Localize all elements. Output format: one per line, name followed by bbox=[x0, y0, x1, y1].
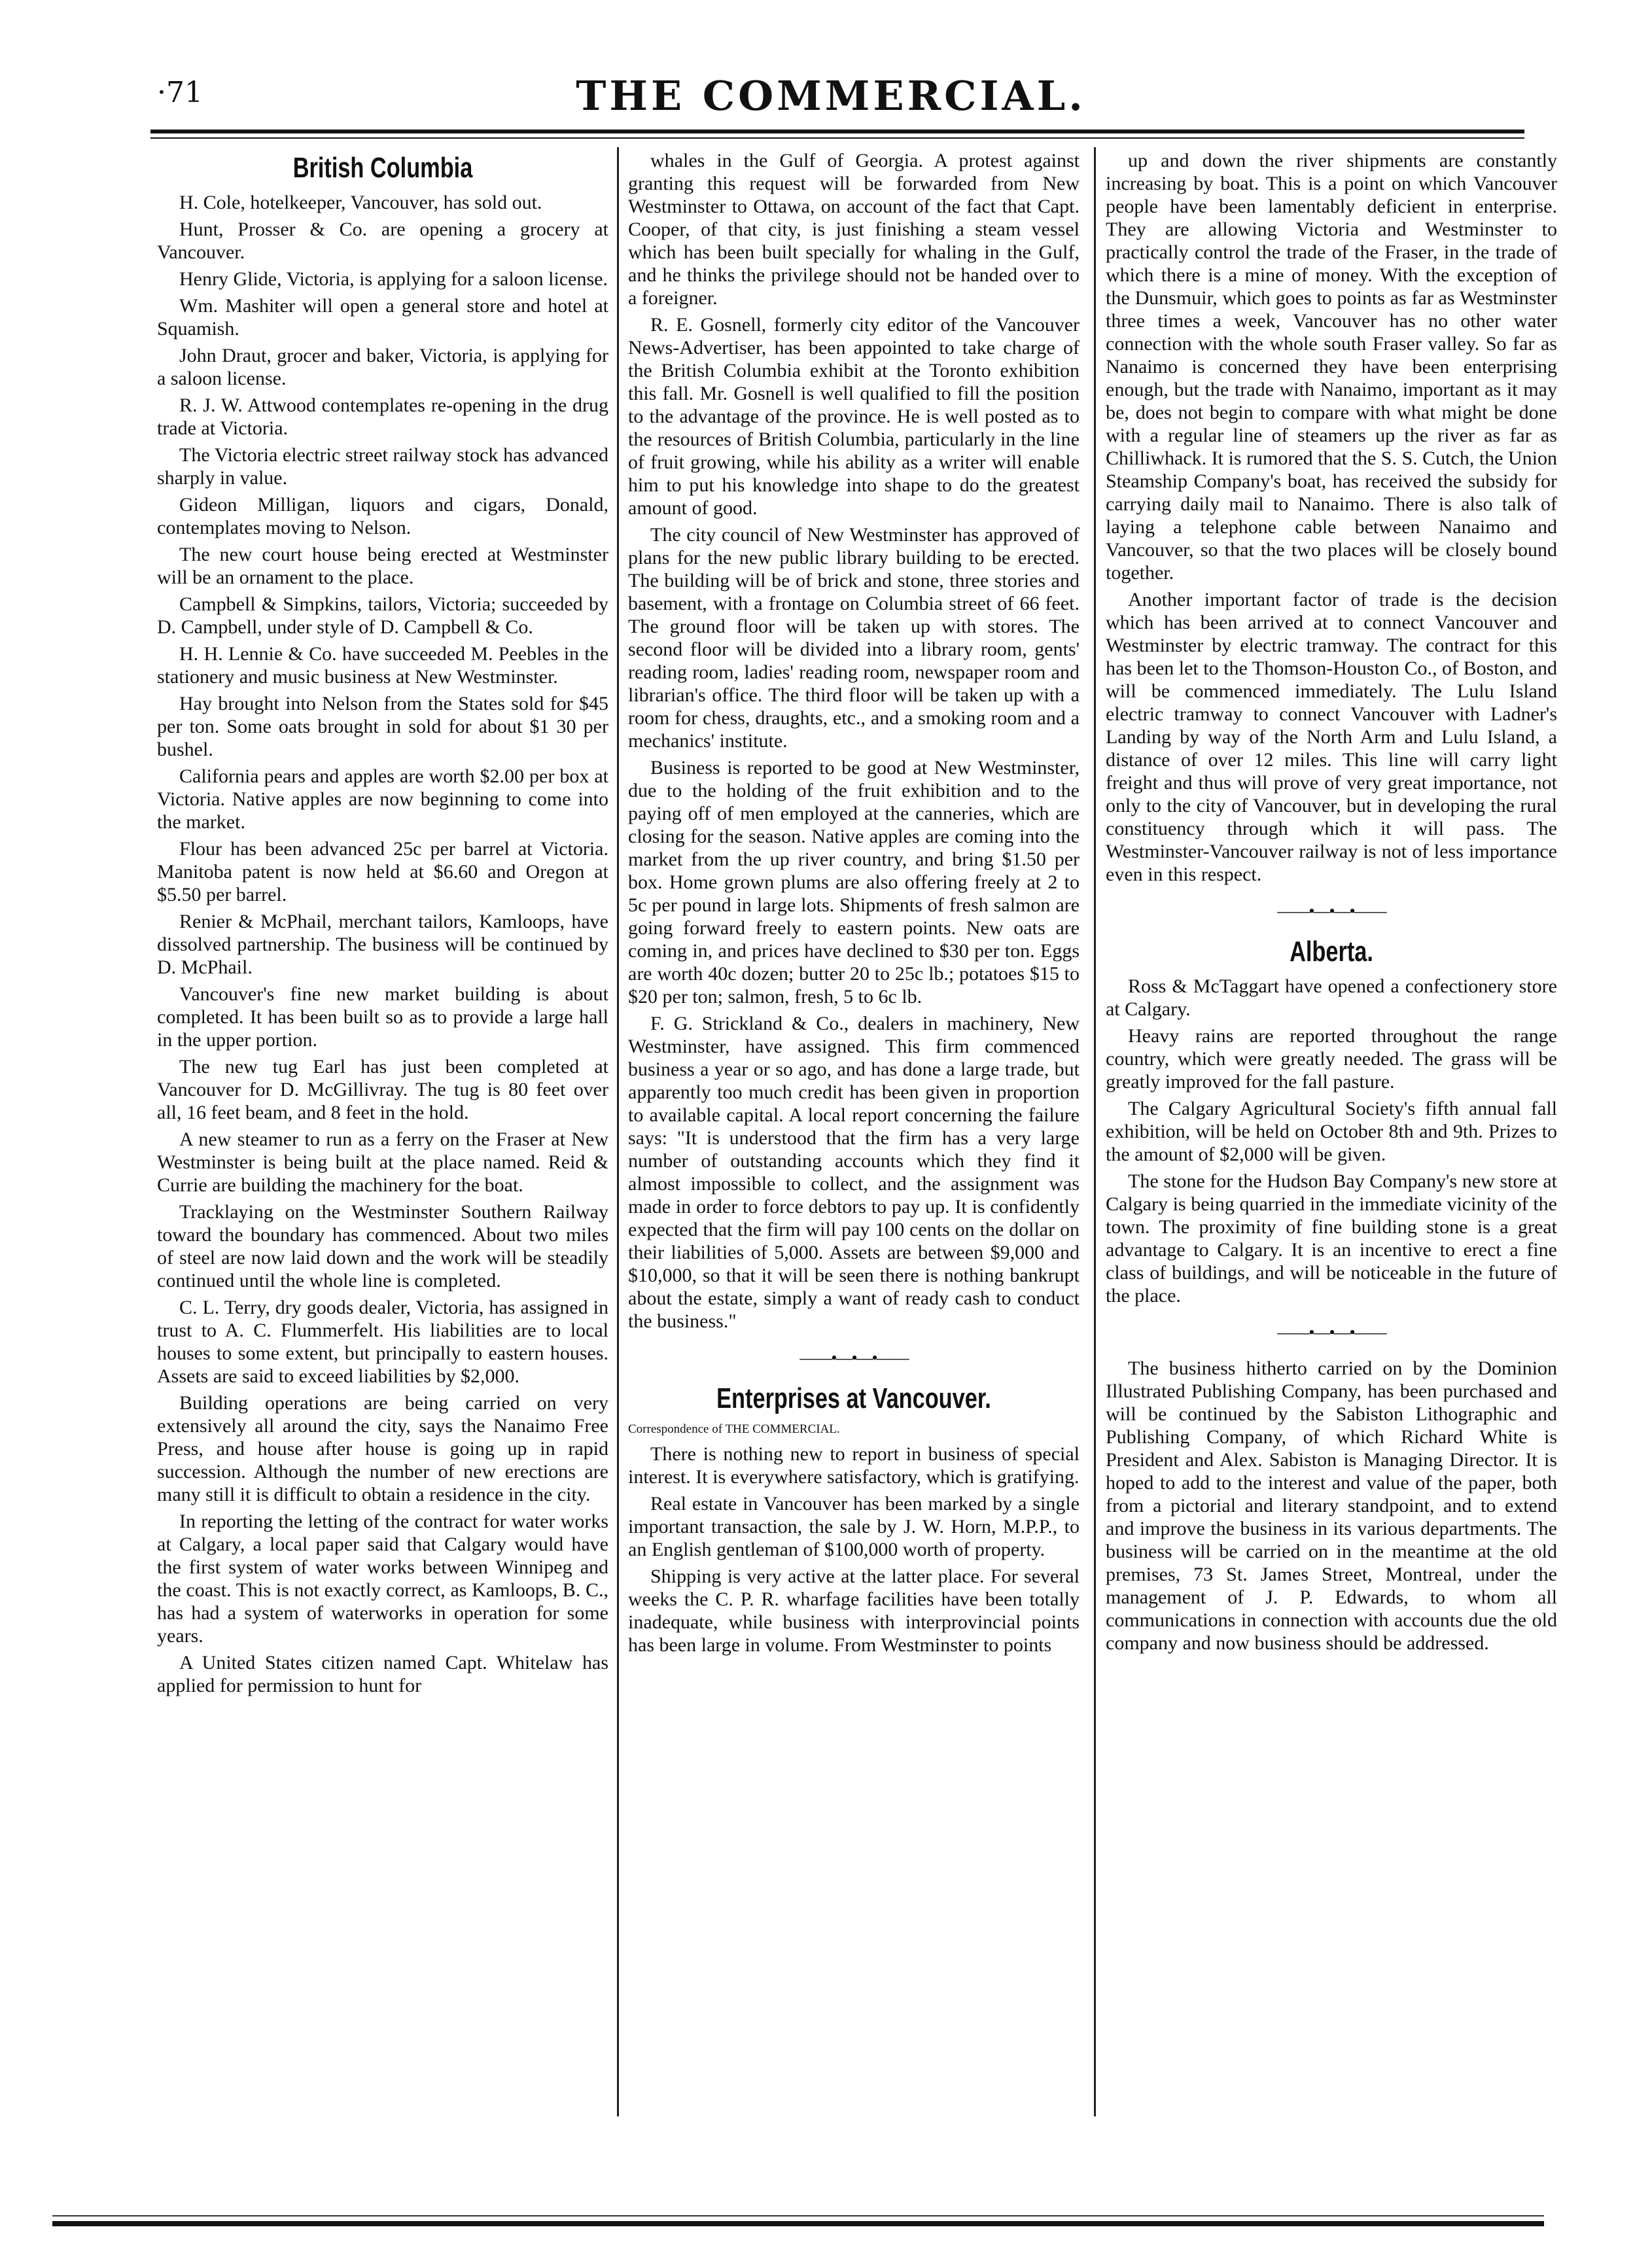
article-paragraph: Flour has been advanced 25c per barrel at Victoria. Manitoba patent is now held at $6.60 and Oregon at $5.50 per barrel. bbox=[157, 838, 608, 905]
page-number: ·71 bbox=[157, 76, 203, 109]
article-paragraph: Wm. Mashiter will open a general store and hotel at Squamish. bbox=[157, 295, 608, 340]
column-divider-2 bbox=[1094, 147, 1096, 2116]
footer-rule-thick bbox=[52, 2221, 1544, 2226]
article-paragraph: The business hitherto carried on by the Dominion Illustrated Publishing Company, has been purchased and will be continued by the Sabiston Lithographic and Publishing Company, of which Richard White is President and Alex. Sabiston is Managing Director. It is hoped to add to the interest and value of the paper, both from a pictorial and literary standpoint, and to extend and improve the business in its various departments. The business will be carried on in the meantime at the old premises, 73 St. James Street, Montreal, under the management of J. P. Edwards, to whom all communications in connection with accounts due the old company and now business should be addressed. bbox=[1106, 1357, 1557, 1654]
column-divider-1 bbox=[617, 147, 619, 2116]
article-paragraph: C. L. Terry, dry goods dealer, Victoria, has assigned in trust to A. C. Flummerfelt. His liabilities are to local houses to some extent, but principally to eastern houses. Assets are said to exceed liabilities by $2,000. bbox=[157, 1297, 608, 1387]
article-paragraph: Hay brought into Nelson from the States sold for $45 per ton. Some oats brought in sold for about $1 30 per bushel. bbox=[157, 693, 608, 760]
column-1 bbox=[157, 149, 608, 2112]
article-paragraph: up and down the river shipments are constantly increasing by boat. This is a point on which Vancouver people have been lamentably deficient in enterprise. They are allowing Victoria and Westminster to practically control the trade of the Fraser, in the trade of which there is a mine of money. With the exception of the Dunsmuir, which goes to points as far as Westminster three times a week, Vancouver has no other water connection with the whole south Fraser valley. So far as Nanaimo is concerned they have been enterprising enough, but the trade with Nanaimo, important as it may be, does not begin to compare with what might be done with a regular line of steamers up the river as far as Chilliwhack. It is rumored that the S. S. Cutch, the Union Steamship Company's boat, has received the subsidy for carrying daily mail to Nanaimo. There is also talk of laying a telephone cable between Nanaimo and Vancouver, so that the two places will be closely bound together. bbox=[1106, 150, 1557, 584]
article-paragraph: Building operations are being carried on very extensively all around the city, says the Nanaimo Free Press, and house after house is going up in rapid succession. Although the number of new erections are many still it is difficult to obtain a residence in the city. bbox=[157, 1392, 608, 1505]
footer-rule-thin bbox=[52, 2215, 1544, 2216]
article-paragraph: Vancouver's fine new market building is about completed. It has been built so as to provide a large hall in the upper portion. bbox=[157, 983, 608, 1051]
article-paragraph: Shipping is very active at the latter place. For several weeks the C. P. R. wharfage facilities have been totally inadequate, while business with interprovincial points has been large in volume. From Westminster to points bbox=[628, 1566, 1080, 1656]
header-rule-thick bbox=[150, 130, 1524, 133]
article-paragraph: The city council of New Westminster has approved of plans for the new public library building to be erected. The building will be of brick and stone, three stories and basement, with a frontage on Columbia street of 66 feet. The ground floor will be taken up with stores. The second floor will be divided into a library room, gents' reading room, ladies' reading room, newspaper room and librarian's office. The third floor will be taken up with a room for chess, draughts, etc., and a smoking room and a mechanics' institute. bbox=[628, 524, 1080, 752]
article-paragraph: The Victoria electric street railway stock has advanced sharply in value. bbox=[157, 444, 608, 489]
article-paragraph: Henry Glide, Victoria, is applying for a saloon license. bbox=[179, 268, 608, 290]
article-paragraph: John Draut, grocer and baker, Victoria, is applying for a saloon license. bbox=[157, 345, 608, 389]
header-rule-thin bbox=[150, 137, 1524, 139]
article-paragraph: Heavy rains are reported throughout the range country, which were greatly needed. The grass will be greatly improved for the fall pasture. bbox=[1106, 1025, 1557, 1093]
article-paragraph: H. Cole, hotelkeeper, Vancouver, has sold out. bbox=[179, 192, 542, 213]
column-2 bbox=[628, 149, 1080, 2112]
article-paragraph: F. G. Strickland & Co., dealers in machinery, New Westminster, have assigned. This firm commenced business a year or so ago, and has done a large trade, but apparently too much credit has been given in proportion to available capital. A local report concerning the failure says: "It is understood that the firm has a very large number of outstanding accounts which they find it almost impossible to collect, and the assignment was made in order to force debtors to pay up. It is confidently expected that the firm will pay 100 cents on the dollar on their liabilities of 5,000. Assets are between $9,000 and $10,000, so that it will be seen there is nothing bankrupt about the estate, simply a want of ready cash to conduct the business." bbox=[628, 1013, 1080, 1332]
article-paragraph: The stone for the Hudson Bay Company's new store at Calgary is being quarried in the immediate vicinity of the town. The proximity of fine building stone is a great advantage to Calgary. It is an incentive to erect a fine class of buildings, and will be noticeable in the future of the place. bbox=[1106, 1170, 1557, 1306]
section-heading: Enterprises at Vancouver. bbox=[716, 1382, 991, 1414]
article-paragraph: A United States citizen named Capt. Whitelaw has applied for permission to hunt for bbox=[157, 1652, 608, 1696]
article-paragraph: Real estate in Vancouver has been marked by a single important transaction, the sale by J. W. Horn, M.P.P., to an English gentleman of $100,000 worth of property. bbox=[628, 1493, 1080, 1560]
article-paragraph: Business is reported to be good at New Westminster, due to the holding of the fruit exhibition and to the paying off of men employed at the canneries, which are closing for the season. Native apples are coming into the market from the up river country, and bring $1.50 per box. Home grown plums are also offering freely at 2 to 5c per pound in large lots. Shipments of fresh salmon are going forward freely to eastern points. New oats are coming in, and prices have declined to $30 per ton. Eggs are worth 40c dozen; butter 20 to 25c lb.; potatoes $15 to $20 per ton; salmon, fresh, 5 to 6c lb. bbox=[628, 757, 1080, 1007]
article-paragraph: Ross & McTaggart have opened a confectionery store at Calgary. bbox=[1106, 975, 1557, 1020]
article-paragraph: Renier & McPhail, merchant tailors, Kamloops, have dissolved partnership. The business will be continued by D. McPhail. bbox=[157, 911, 608, 978]
article-paragraph: Tracklaying on the Westminster Southern Railway toward the boundary has commenced. About two miles of steel are now laid down and the work will be steadily continued until the whole line is completed. bbox=[157, 1201, 608, 1291]
section-heading: British Columbia bbox=[292, 152, 473, 184]
article-paragraph: H. H. Lennie & Co. have succeeded M. Peebles in the stationery and music business at New Westminster. bbox=[157, 643, 608, 688]
article-paragraph: R. J. W. Attwood contemplates re-opening in the drug trade at Victoria. bbox=[157, 394, 608, 439]
article-paragraph: R. E. Gosnell, formerly city editor of the Vancouver News-Advertiser, has been appointed to take charge of the British Columbia exhibit at the Toronto exhibition this fall. Mr. Gosnell is well qualified to fill the position to the advantage of the province. He is well posted as to the resources of British Columbia, particularly in the line of fruit growing, while his ability as a writer will enable him to put his knowledge into shape to do the greatest amount of good. bbox=[628, 314, 1080, 519]
article-paragraph: A new steamer to run as a ferry on the Fraser at New Westminster is being built at the place named. Reid & Currie are building the machinery for the boat. bbox=[157, 1129, 608, 1196]
column-3 bbox=[1106, 149, 1557, 2112]
correspondence-line: Correspondence of THE COMMERCIAL. bbox=[628, 1422, 840, 1436]
article-paragraph: In reporting the letting of the contract for water works at Calgary, a local paper said that Calgary would have the first system of water works between Winnipeg and the coast. This is not exactly correct, as Kamloops, B. C., has had a system of waterworks in operation for some years. bbox=[157, 1511, 608, 1647]
masthead-title: THE COMMERCIAL. bbox=[576, 72, 1086, 120]
article-paragraph: Hunt, Prosser & Co. are opening a grocery at Vancouver. bbox=[157, 219, 608, 263]
ornament-divider: ——•—•—•—— bbox=[800, 1348, 908, 1367]
article-paragraph: There is nothing new to report in business of special interest. It is everywhere satisfactory, which is gratifying. bbox=[628, 1443, 1080, 1488]
ornament-divider: ——•—•—•—— bbox=[1277, 1323, 1386, 1342]
article-paragraph: Campbell & Simpkins, tailors, Victoria; succeeded by D. Campbell, under style of D. Campbell & Co. bbox=[157, 593, 608, 638]
section-heading: Alberta. bbox=[1290, 936, 1373, 968]
article-paragraph: whales in the Gulf of Georgia. A protest against granting this request will be forwarded from New Westminster to Ottawa, on account of the fact that Capt. Cooper, of that city, is just finishing a steam vessel which has been built specially for whaling in the Gulf, and he thinks the privilege should not be handed over to a foreigner. bbox=[628, 150, 1080, 309]
ornament-divider: ——•—•—•—— bbox=[1277, 902, 1386, 920]
page-header bbox=[131, 72, 1531, 131]
article-paragraph: California pears and apples are worth $2.00 per box at Victoria. Native apples are now beginning to come into the market. bbox=[157, 765, 608, 833]
article-paragraph: The Calgary Agricultural Society's fifth annual fall exhibition, will be held on October 8th and 9th. Prizes to the amount of $2,000 will be given. bbox=[1106, 1098, 1557, 1165]
article-paragraph: Another important factor of trade is the decision which has been arrived at to connect Vancouver and Westminster by electric tramway. The contract for this has been let to the Thomson-Houston Co., of Boston, and will be commenced immediately. The Lulu Island electric tramway to connect Vancouver with Ladner's Landing by way of the North Arm and Lulu Island, a distance of over 12 miles. This line will carry light freight and thus will prove of very great importance, not only to the city of Vancouver, but in developing the rural constituency through which it will pass. The Westminster-Vancouver railway is not of less importance even in this respect. bbox=[1106, 589, 1557, 885]
article-paragraph: The new tug Earl has just been completed at Vancouver for D. McGillivray. The tug is 80 feet over all, 16 feet beam, and 8 feet in the hold. bbox=[157, 1056, 608, 1123]
article-paragraph: The new court house being erected at Westminster will be an ornament to the place. bbox=[157, 544, 608, 588]
article-paragraph: Gideon Milligan, liquors and cigars, Donald, contemplates moving to Nelson. bbox=[157, 494, 608, 538]
